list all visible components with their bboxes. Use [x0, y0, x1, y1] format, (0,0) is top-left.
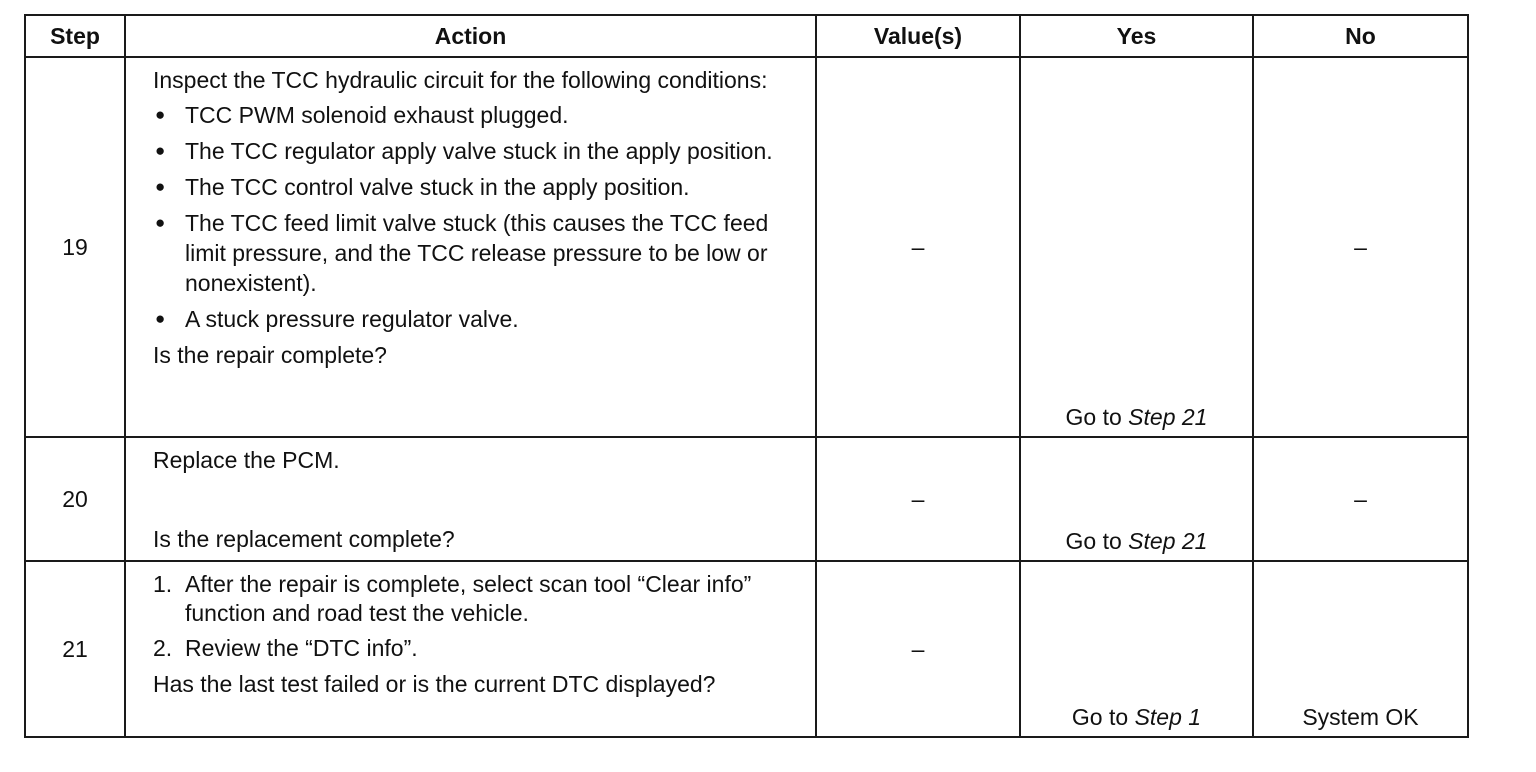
header-step: Step [25, 15, 125, 57]
table-row-step-19 [25, 57, 1468, 437]
header-values: Value(s) [816, 15, 1020, 57]
header-no: No [1253, 15, 1468, 57]
yes-cell [1020, 57, 1253, 437]
table-row-step-20 [25, 437, 1468, 561]
step-link: Step 21 [1128, 404, 1208, 430]
value-cell: – [816, 437, 1020, 561]
list-item [153, 634, 803, 663]
header-action: Action [125, 15, 816, 57]
condition-list [153, 100, 803, 334]
spacer [153, 480, 803, 524]
list-number: 1. [153, 571, 173, 597]
diagnostic-table [24, 14, 1469, 738]
step-number: 20 [25, 437, 125, 561]
yes-prefix: Go to [1071, 704, 1135, 730]
action-intro: Inspect the TCC hydraulic circuit for the following conditions: [153, 67, 768, 93]
list-item [153, 570, 803, 628]
no-cell: – [1253, 437, 1468, 561]
header-row [25, 15, 1468, 57]
list-item: ● The TCC feed limit valve stuck (this causes the TCC feed limit pressure, and the TCC release pressure to be low or nonexistent). [153, 208, 803, 298]
action-question: Has the last test failed or is the current DTC displayed? [153, 671, 716, 697]
action-cell [125, 57, 816, 437]
action-question: Is the repair complete? [153, 342, 387, 368]
yes-prefix: Go to [1065, 404, 1129, 430]
numbered-list [153, 570, 803, 663]
action-intro: Replace the PCM. [153, 447, 340, 473]
step-link: Step 21 [1128, 528, 1208, 554]
step-number: 19 [25, 57, 125, 437]
list-item: ● TCC PWM solenoid exhaust plugged. [153, 100, 803, 130]
action-cell [125, 561, 816, 737]
action-cell [125, 437, 816, 561]
list-item: ● The TCC regulator apply valve stuck in the apply position. [153, 136, 803, 166]
list-text: After the repair is complete, select scan tool “Clear info” function and road test the vehicle. [185, 571, 752, 626]
header-yes: Yes [1020, 15, 1253, 57]
no-cell: System OK [1253, 561, 1468, 737]
yes-cell [1020, 561, 1253, 737]
yes-cell [1020, 437, 1253, 561]
action-question: Is the replacement complete? [153, 526, 455, 552]
value-cell: – [816, 561, 1020, 737]
table-row-step-21 [25, 561, 1468, 737]
list-item: ● The TCC control valve stuck in the apply position. [153, 172, 803, 202]
value-cell: – [816, 57, 1020, 437]
list-item: ● A stuck pressure regulator valve. [153, 304, 803, 334]
step-link: Step 1 [1134, 704, 1202, 730]
no-cell: – [1253, 57, 1468, 437]
step-number: 21 [25, 561, 125, 737]
list-text: Review the “DTC info”. [185, 635, 418, 661]
list-number: 2. [153, 635, 173, 661]
yes-prefix: Go to [1065, 528, 1129, 554]
